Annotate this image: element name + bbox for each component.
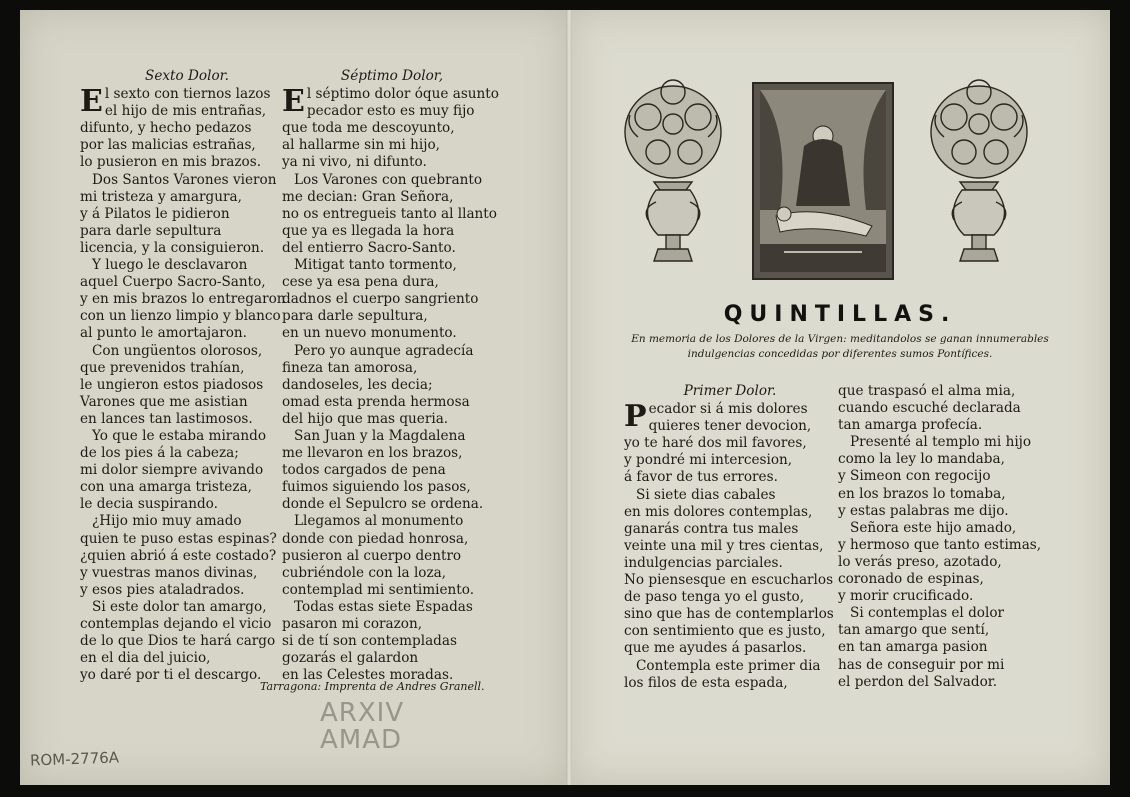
verse-line: para darle sepultura (80, 222, 222, 239)
verse-line: Mitigat tanto tormento, (294, 257, 457, 274)
verse-line: veinte una mil y tres cientas, (624, 537, 824, 554)
pieta-engraving-icon (752, 82, 894, 280)
verse-line: Yo que le estaba mirando (92, 427, 267, 444)
verse-line: el hijo de mis entrañas, (104, 103, 267, 120)
page-fold (566, 10, 572, 785)
verse-line: todos cargados de pena (282, 462, 446, 479)
verse-line: fineza tan amorosa, (282, 359, 418, 376)
verse-line: quieres tener devocion, (648, 418, 812, 435)
verse-line: difunto, y hecho pedazos (80, 120, 252, 137)
septimo-dolor-column (282, 68, 502, 684)
verse-line: tan amarga profecía. (838, 417, 983, 434)
verse-line: en mis dolores contemplas, (624, 503, 813, 520)
verse-line: y hermoso que tanto estimas, (838, 536, 1042, 553)
verse-line: con una amarga tristeza, (80, 479, 252, 496)
verse-line: Llegamos al monumento (294, 513, 464, 530)
verse-line: ya ni vivo, ni difunto. (282, 154, 427, 171)
verse-line: que ya es llegada la hora (282, 222, 455, 239)
verse-line: le decia suspirando. (80, 496, 218, 513)
verse-line: con un lienzo limpio y blanco (80, 308, 281, 325)
verse-line: cese ya esa pena dura, (282, 274, 439, 291)
verse-line: Dos Santos Varones vieron (92, 171, 277, 188)
verse-line: los filos de esta espada, (624, 674, 788, 691)
subtitle: En memoria de los Dolores de la Virgen: meditandolos se ganan innumerables indulgencias concedidas por diferentes sumos Pontífices. (631, 333, 1049, 360)
verse-line: fuimos siguiendo los pasos, (282, 479, 471, 496)
verse-line: ganarás contra tus males (624, 520, 799, 537)
verse-line: si de tí son contempladas (282, 633, 457, 650)
verse-line: ecador si á mis dolores (648, 401, 808, 418)
verse-line: cubriéndole con la loza, (282, 564, 447, 581)
verse-line: Los Varones con quebranto (294, 171, 483, 188)
verse-line: sino que has de contemplarlos (624, 606, 834, 623)
verse-line: donde con piedad honrosa, (282, 530, 469, 547)
verse-line: Señora este hijo amado, (850, 519, 1017, 536)
verse-line: al punto le amortajaron. (80, 325, 247, 342)
primer-dolor-verses (624, 401, 836, 692)
drop-cap: P (624, 399, 647, 435)
catalog-reference: ROM-2776A (29, 748, 120, 770)
verse-line: mi tristeza y amargura, (80, 188, 242, 205)
verse-line: cuando escuché declarada (838, 400, 1021, 417)
verse-line: y á Pilatos le pidieron (80, 205, 230, 222)
verse-line: Si siete dias cabales (636, 486, 776, 503)
sexto-dolor-column (80, 68, 294, 684)
drop-cap: E (282, 84, 305, 120)
verse-line: San Juan y la Magdalena (294, 427, 466, 444)
verse-line: y Simeon con regocijo (838, 468, 991, 485)
verse-line: me llevaron en los brazos, (282, 445, 463, 462)
verse-line: omad esta prenda hermosa (282, 393, 470, 410)
verse-line: por las malicias estrañas, (80, 137, 256, 154)
verse-line: lo pusieron en mis brazos. (80, 154, 262, 171)
verse-line: licencia, y la consiguieron. (80, 239, 265, 256)
septimo-dolor-heading: Séptimo Dolor, (340, 68, 444, 84)
verse-line: que me ayudes á pasarlos. (624, 640, 807, 657)
sexto-dolor-heading: Sexto Dolor. (145, 68, 229, 84)
verse-line: y estas palabras me dijo. (838, 502, 1009, 519)
verse-line: como la ley lo mandaba, (838, 451, 1005, 468)
verse-line: en tan amarga pasion (838, 639, 988, 656)
verse-line: en las Celestes moradas. (282, 667, 454, 684)
verse-line: contemplas dejando el vicio (80, 616, 272, 632)
verse-line: no os entregueis tanto al llanto (282, 205, 497, 222)
verse-line: con sentimiento que es justo, (624, 623, 826, 640)
verse-line: pasaron mi corazon, (282, 616, 423, 632)
verse-line: l séptimo dolor óque asunto (306, 86, 499, 103)
verse-line: el perdon del Salvador. (838, 673, 998, 690)
verse-line: quien te puso estas espinas? (80, 530, 277, 547)
verse-line: de paso tenga yo el gusto, (624, 589, 805, 606)
verse-line: y morir crucificado. (838, 588, 974, 605)
stamp-line: AMAD (320, 725, 403, 755)
verse-line: pecador esto es muy fijo (306, 103, 475, 120)
verse-line: me decian: Gran Señora, (282, 188, 454, 205)
septimo-dolor-verses (282, 86, 502, 684)
verse-line: contemplad mi sentimiento. (282, 581, 475, 598)
verse-line: y en mis brazos lo entregaron (80, 291, 286, 308)
sexto-dolor-verses (80, 86, 294, 684)
drop-cap: E (80, 84, 103, 120)
verse-line: en un nuevo monumento. (282, 325, 457, 342)
verse-line: ¿Hijo mio muy amado (92, 513, 242, 530)
verse-line: indulgencias parciales. (624, 554, 783, 571)
verse-line: de lo que Dios te hará cargo (80, 633, 276, 650)
verse-line: para darle sepultura, (282, 308, 428, 325)
verse-line: y esos pies ataladrados. (80, 581, 245, 598)
verse-line: de los pies á la cabeza; (80, 445, 239, 462)
flower-vase-left-icon (618, 62, 728, 284)
verse-line: ¿quien abrió á este costado? (80, 547, 277, 564)
stamp-line: ARXIV (320, 698, 405, 728)
verse-line: yo daré por ti el descargo. (80, 667, 262, 684)
verse-line: tan amargo que sentí, (838, 622, 990, 639)
verse-line: Presenté al templo mi hijo (850, 434, 1032, 451)
page-title: QUINTILLAS. (723, 302, 957, 327)
verse-line: le ungieron estos piadosos (80, 376, 264, 393)
verse-line: pusieron al cuerpo dentro (282, 547, 462, 564)
primer-dolor-heading: Primer Dolor. (683, 383, 777, 399)
verse-line: Pero yo aunque agradecía (294, 342, 474, 359)
verse-line: dadnos el cuerpo sangriento (282, 291, 479, 308)
verse-line: en lances tan lastimosos. (80, 410, 253, 427)
flower-vase-right-icon (924, 62, 1034, 284)
verse-line: en el dia del juicio, (80, 650, 211, 667)
primer-dolor-column (624, 383, 836, 692)
verse-line: y pondré mi intercesion, (624, 452, 793, 469)
verse-line: l sexto con tiernos lazos (104, 86, 271, 103)
verse-line: que prevenidos trahían, (80, 359, 245, 376)
verse-line: Con ungüentos olorosos, (92, 342, 263, 359)
verse-line: Y luego le desclavaron (92, 257, 248, 274)
verse-line: Contempla este primer dia (636, 657, 821, 674)
verse-line: al hallarme sin mi hijo, (282, 137, 440, 154)
archive-stamp (320, 700, 404, 754)
verse-line: lo verás preso, azotado, (838, 553, 1002, 570)
verse-line: has de conseguir por mi (838, 656, 1005, 673)
verse-line: en los brazos lo tomaba, (838, 485, 1006, 502)
verse-line: yo te haré dos mil favores, (624, 435, 807, 452)
verse-line: del entierro Sacro-Santo. (282, 239, 456, 256)
verse-line: mi dolor siempre avivando (80, 462, 264, 479)
verse-line: y vuestras manos divinas, (80, 564, 258, 581)
verse-line: Si este dolor tan amargo, (92, 598, 267, 615)
primer-dolor-continued-column (838, 383, 1050, 691)
verse-line: donde el Sepulcro se ordena. (282, 496, 484, 513)
imprint-line: Tarragona: Imprenta de Andres Granell. (260, 680, 485, 693)
verse-line: Si contemplas el dolor (850, 605, 1005, 622)
verse-line: No piensesque en escucharlos (624, 572, 834, 589)
verse-line: dandoseles, les decia; (282, 376, 433, 393)
verse-line: á favor de tus errores. (624, 469, 778, 486)
verse-line: Varones que me asistian (80, 393, 248, 410)
verse-line: Todas estas siete Espadas (294, 598, 473, 615)
verse-line: coronado de espinas, (838, 571, 984, 588)
verse-line: del hijo que mas queria. (282, 410, 449, 427)
verse-line: que traspasó el alma mia, (838, 383, 1016, 399)
verse-line: aquel Cuerpo Sacro-Santo, (80, 274, 266, 291)
verse-line: gozarás el galardon (282, 650, 419, 667)
verse-line: que toda me descoyunto, (282, 120, 455, 137)
